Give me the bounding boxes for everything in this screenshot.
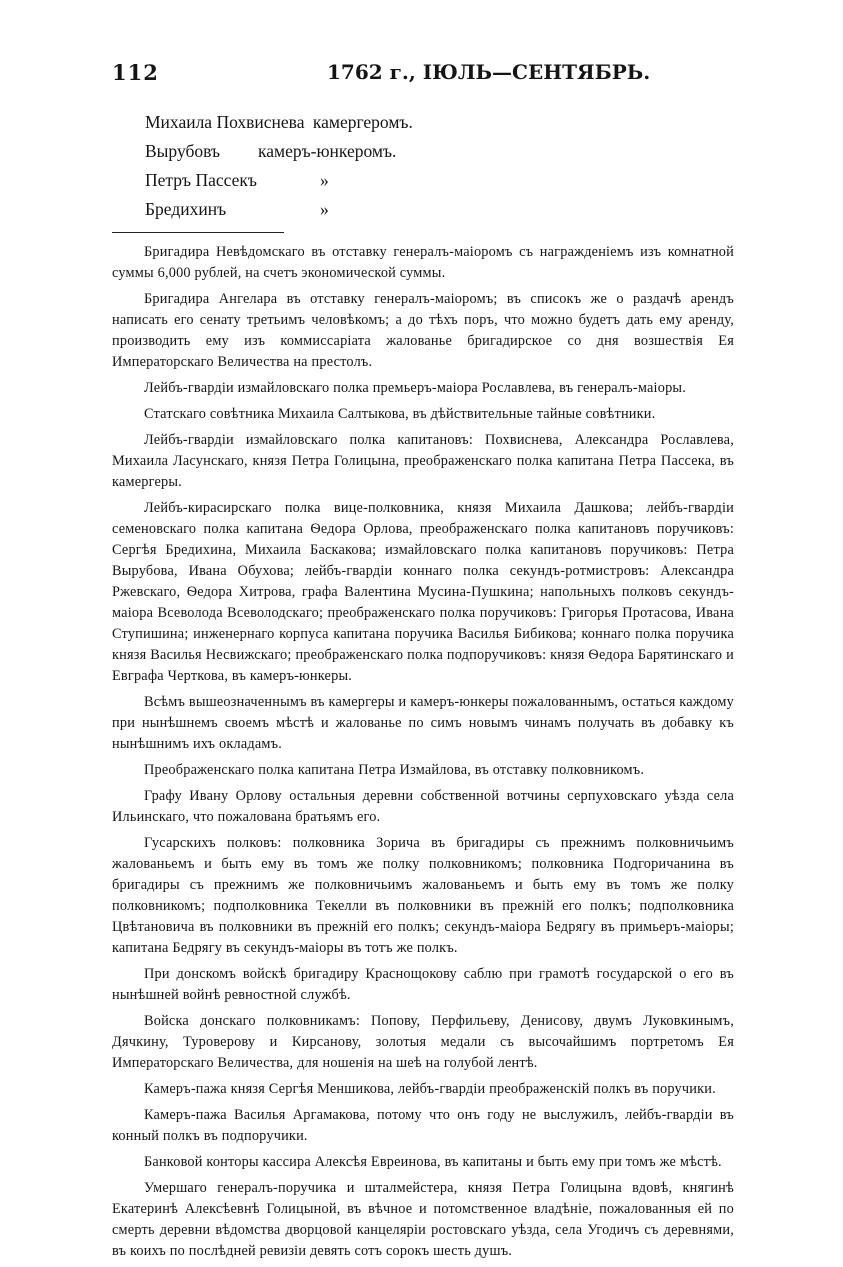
- paragraph: Лейбъ-кирасирскаго полка вице-полковника, князя Михаила Дашкова; лейбъ-гвардіи семеновскаго полка капитана Ѳедора Орлова, преображенскаго полка капитановъ поручиковъ: Сергѣя Бредихина, Михаила Баскакова; измайловскаго полка капитановъ поручиковъ: Петра Вырубова, Ивана Обухова; лейбъ-гвардіи коннаго полка секундъ-ротмистровъ: Александра Ржевскаго, Ѳедора Хитрова, графа Валентина Мусина-Пушкина; напольныхъ полковъ секундъ-маіора Всеволода Всеволодскаго; преображенскаго полка поручиковъ: Григорья Протасова, Ивана Ступишина; инженернаго корпуса капитана поручика Василья Бибикова; коннаго полка поручика князя Василья Несвижскаго; преображенскаго полка подпоручиковъ: князя Ѳедора Барятинскаго и Евграфа Черткова, въ камеръ-юнкеры.: [112, 500, 734, 684]
- appointment-rank: камергеромъ.: [312, 112, 413, 132]
- paragraph: Умершаго генералъ-поручика и шталмейстера, князя Петра Голицына вдовѣ, княгинѣ Екатеринѣ Алексѣевнѣ Голицыной, въ вѣчное и потомственное владѣніе, пожалованныя ей по смерть деревни вѣдомства дворцовой канцеляріи ростовскаго уѣзда, села Угодичъ съ деревнями, въ коихъ по послѣдней ревизіи девять сотъ сорокъ шесть душъ.: [112, 1180, 734, 1259]
- paragraph: Графу Ивану Орлову остальныя деревни собственной вотчины серпуховскаго уѣзда села Ильинскаго, что пожалована братьямъ его.: [112, 788, 734, 825]
- paragraph: Преображенскаго полка капитана Петра Измайлова, въ отставку полковникомъ.: [144, 762, 645, 778]
- paragraph: Банковой конторы кассира Алексѣя Евреинова, въ капитаны и быть ему при томъ же мѣстѣ.: [144, 1154, 722, 1170]
- paragraph: Всѣмъ вышеозначеннымъ въ камергеры и камеръ-юнкеры пожалованнымъ, остаться каждому при нынѣшнемъ своемъ мѣстѣ и жалованье по симъ новымъ чинамъ получать въ добавку къ нынѣшнимъ ихъ окладамъ.: [112, 694, 734, 752]
- appointment-name: Михаила Похвиснева: [145, 112, 305, 132]
- appointment-rank-ditto: »: [320, 170, 329, 190]
- paragraph: Лейбъ-гвардіи измайловскаго полка премьеръ-маіора Рославлева, въ генералъ-маіоры.: [144, 380, 687, 396]
- appointment-row: [145, 199, 565, 228]
- paragraph: При донскомъ войскѣ бригадиру Краснощокову саблю при грамотѣ государской о его въ нынѣшней войнѣ ревностной службѣ.: [112, 966, 734, 1003]
- paragraph: Бригадира Ангелара въ отставку генералъ-маіоромъ; въ списокъ же о раздачѣ арендъ написать его сенату третьимъ человѣкомъ; а до тѣхъ поръ, что можно будетъ дать ему аренду, производить ему изъ коммиссаріата жалованье бригадирское со дня возшествія Ея Императорскаго Величества на престолъ.: [112, 291, 734, 370]
- appointments-list: [145, 112, 565, 228]
- appointment-name: Бредихинъ: [145, 199, 227, 219]
- paragraph: Войска донскаго полковникамъ: Попову, Перфильеву, Денисову, двумъ Луковкинымъ, Дячкину, Туроверову и Кирсанову, золотыя медали съ высочайшимъ портретомъ Ея Императорскаго Величества, для ношенія на шеѣ на голубой лентѣ.: [112, 1013, 734, 1071]
- paragraph: Лейбъ-гвардіи измайловскаго полка капитановъ: Похвиснева, Александра Рославлева, Михаила Ласунскаго, князя Петра Голицына, преображенскаго полка капитана Петра Пассека, въ камергеры.: [112, 432, 734, 490]
- paragraph: Гусарскихъ полковъ: полковника Зорича въ бригадиры съ прежнимъ полковничьимъ жалованьемъ и быть ему въ томъ же полку полковникомъ; полковника Подгоричанина въ бригадиры съ прежнимъ же полковничьимъ жалованьемъ и быть ему въ томъ же полку полковникомъ; подполковника Текелли въ полковники въ прежній его полкъ; подполковника Цвѣтановича въ полковники въ прежній его полкъ; секундъ-маіора Бедрягу въ примьеръ-маіоры; капитана Бедрягу въ секундъ-маіоры въ тотъ же полкъ.: [112, 835, 734, 956]
- appointment-name: Петръ Пассекъ: [145, 170, 257, 190]
- appointment-name: Вырубовъ: [145, 141, 220, 161]
- paragraph: Камеръ-пажа Василья Аргамакова, потому что онъ году не выслужилъ, лейбъ-гвардіи въ конный полкъ въ подпоручики.: [112, 1107, 734, 1144]
- page-header: [112, 60, 732, 90]
- paragraph: Камеръ-пажа князя Сергѣя Меншикова, лейбъ-гвардіи преображенскій полкъ въ поручики.: [144, 1081, 716, 1097]
- body-text: [112, 242, 734, 1267]
- appointment-rank: камеръ-юнкеромъ.: [258, 141, 397, 161]
- page-number: 112: [112, 60, 159, 85]
- paragraph: Статскаго совѣтника Михаила Салтыкова, въ дѣйствительные тайные совѣтники.: [144, 406, 656, 422]
- paragraph: Бригадира Невѣдомскаго въ отставку генералъ-маіоромъ съ награжденіемъ изъ комнатной суммы 6,000 рублей, на счетъ экономической суммы.: [112, 244, 734, 281]
- running-head: 1762 г., ІЮЛЬ—СЕНТЯБРЬ.: [327, 60, 651, 84]
- appointment-row: [145, 170, 565, 199]
- section-divider: [112, 232, 284, 233]
- appointment-row: [145, 112, 565, 141]
- appointment-rank-ditto: »: [320, 199, 329, 219]
- appointment-row: [145, 141, 565, 170]
